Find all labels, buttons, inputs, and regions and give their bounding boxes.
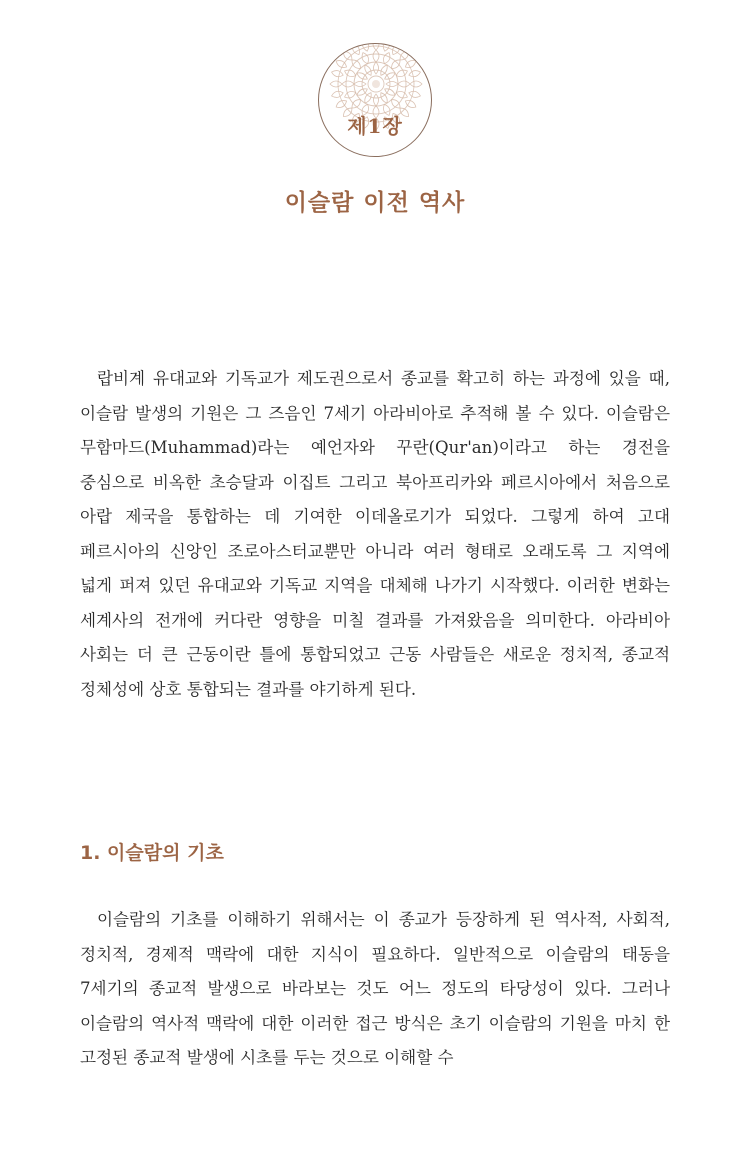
mandala-petal: [332, 91, 344, 97]
mandala-petal: [345, 91, 356, 97]
mandala-petal: [374, 94, 379, 106]
mandala-petal: [342, 81, 354, 87]
mandala-petal: [373, 50, 379, 62]
mandala-petal: [374, 62, 379, 74]
mandala-petal: [365, 65, 371, 75]
mandala-petal: [396, 91, 407, 97]
mandala-petal: [332, 71, 344, 77]
mandala-petal: [386, 82, 398, 87]
mandala-petal: [354, 82, 366, 87]
mandala-petal: [345, 70, 356, 76]
mandala-petal: [409, 71, 421, 77]
mandala-petal: [357, 73, 367, 79]
chapter-badge: [318, 43, 432, 157]
mandala-petal: [362, 53, 368, 64]
mandala-ornament-icon: [319, 44, 432, 157]
mandala-petal: [385, 73, 395, 79]
mandala-petal: [398, 81, 410, 87]
mandala-petal: [330, 81, 342, 87]
mandala-petal: [383, 53, 389, 64]
chapter-label: 제1장: [347, 114, 403, 138]
mandala-petal: [381, 93, 387, 103]
mandala-petal: [396, 70, 407, 76]
section-heading: 1. 이슬람의 기초: [80, 842, 224, 864]
mandala-petal: [410, 81, 422, 87]
mandala-petal: [409, 91, 421, 97]
mandala-petal: [365, 93, 371, 103]
mandala-petal: [357, 89, 367, 95]
mandala-petal: [385, 89, 395, 95]
mandala-petal: [381, 65, 387, 75]
body-paragraph: 이슬람의 기초를 이해하기 위해서는 이 종교가 등장하게 된 역사적, 사회적, 정치적, 경제적 맥락에 대한 지식이 필요하다. 일반적으로 이슬람의 태동을 7세기의 종교적 발생으로 바라보는 것도 어느 정도의 타당성이 있다. 그러나 이슬람의 역사적 맥락에 대한 이러한 접근 방식은 초기 이슬람의 기원을 마치 한 고정된 종교적 발생에 시초를 두는 것으로 이해할 수: [80, 910, 670, 1067]
chapter-title: 이슬람 이전 역사: [284, 190, 466, 216]
body-paragraph: 랍비계 유대교와 기독교가 제도권으로서 종교를 확고히 하는 과정에 있을 때, 이슬람 발생의 기원은 그 즈음인 7세기 아라비아로 추적해 볼 수 있다. 이슬람은 무함마드(Muhammad)라는 예언자와 꾸란(Qur'an)이라고 하는 경전을 중심으로 비옥한 초승달과 이집트 그리고 북아프리카와 페르시아에서 처음으로 아랍 제국을 통합하는 데 기여한 이데올로기가 되었다. 그렇게 하여 고대 페르시아의 신앙인 조로아스터교뿐만 아니라 여러 형태로 오래도록 그 지역에 넓게 퍼져 있던 유대교와 기독교 지역을 대체해 나가기 시작했다. 이러한 변화는 세계사의 전개에 커다란 영향을 미칠 결과를 가져왔음을 의미한다. 아라비아 사회는 더 큰 근동이란 틀에 통합되었고 근동 사람들은 새로운 정치적, 종교적 정체성에 상호 통합되는 결과를 야기하게 된다.: [80, 369, 670, 699]
mandala-petal: [373, 44, 379, 50]
